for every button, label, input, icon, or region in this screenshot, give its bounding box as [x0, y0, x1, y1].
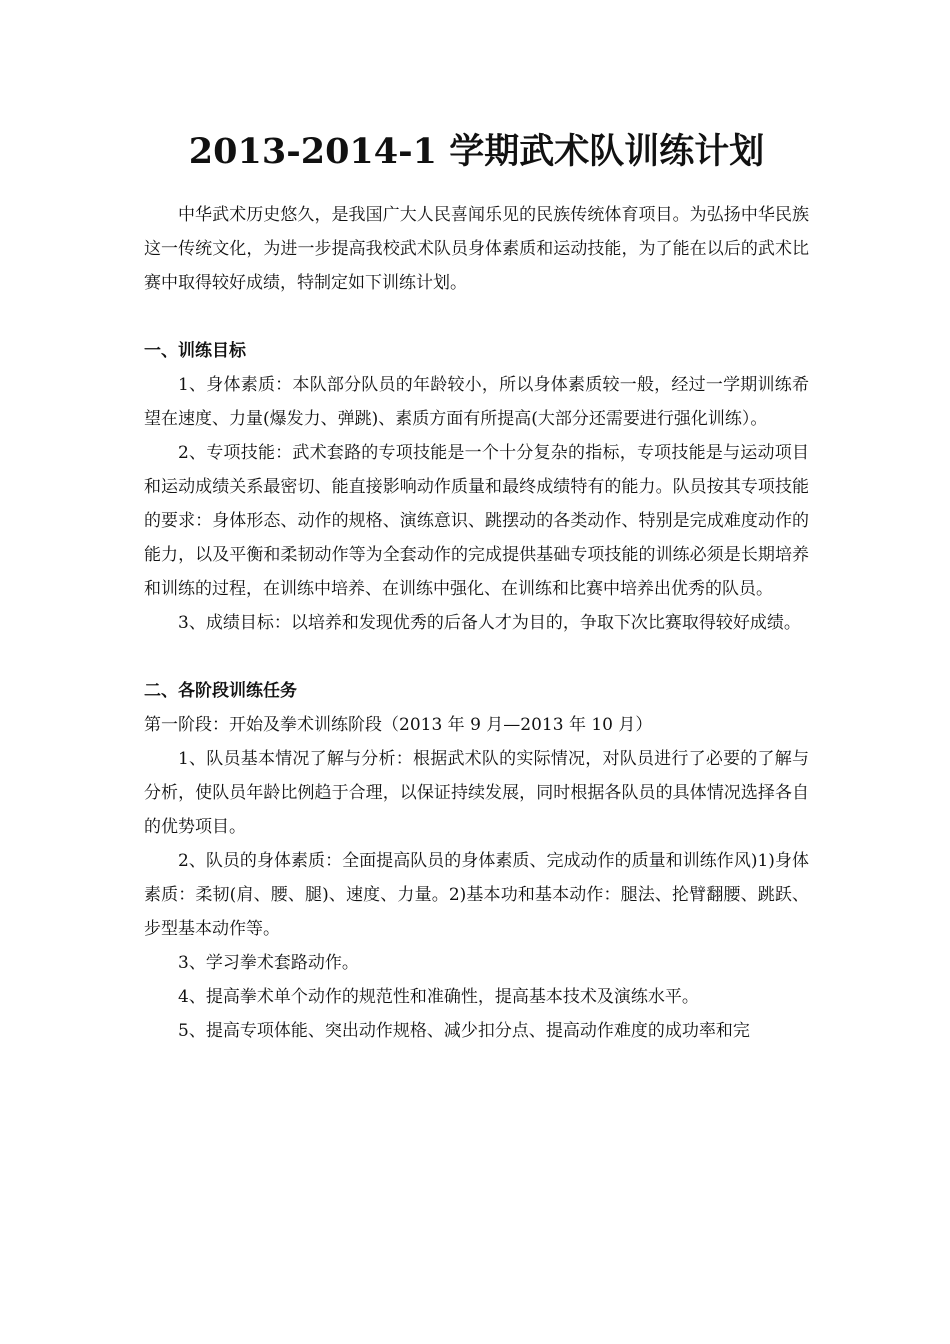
section-heading-tasks: 二、各阶段训练任务: [144, 681, 297, 701]
goal-item: 2、专项技能：武术套路的专项技能是一个十分复杂的指标，专项技能是与运动项目和运动成绩关系最密切、能直接影响动作质量和最终成绩特有的能力。队员按其专项技能的要求：身体形态、动作的规格、演练意识、跳摆动的各类动作、特别是完成难度动作的能力，以及平衡和柔韧动作等为全套动作的完成提供基础专项技能的训练必须是长期培养和训练的过程，在训练中培养、在训练中强化、在训练和比赛中培养出优秀的队员。: [144, 443, 809, 599]
section-heading-goals: 一、训练目标: [144, 341, 246, 361]
goal-item: 3、成绩目标：以培养和发现优秀的后备人才为目的，争取下次比赛取得较好成绩。: [178, 613, 801, 633]
goal-item: 1、身体素质：本队部分队员的年龄较小，所以身体素质较一般，经过一学期训练希望在速度、力量(爆发力、弹跳)、素质方面有所提高(大部分还需要进行强化训练）。: [144, 375, 809, 429]
intro-paragraph: 中华武术历史悠久，是我国广大人民喜闻乐见的民族传统体育项目。为弘扬中华民族这一传统文化，为进一步提高我校武术队员身体素质和运动技能，为了能在以后的武术比赛中取得较好成绩，特制定如下训练计划。: [144, 205, 809, 293]
task-item: 4、提高拳术单个动作的规范性和准确性，提高基本技术及演练水平。: [178, 987, 699, 1007]
page-title: 2013-2014-1 学期武术队训练计划: [188, 131, 765, 172]
task-item: 3、学习拳术套路动作。: [178, 953, 359, 973]
stage-title: 第一阶段：开始及拳术训练阶段（2013 年 9 月—2013 年 10 月）: [144, 715, 653, 735]
task-item: 1、队员基本情况了解与分析：根据武术队的实际情况，对队员进行了必要的了解与分析，使队员年龄比例趋于合理，以保证持续发展，同时根据各队员的具体情况选择各自的优势项目。: [144, 749, 809, 837]
task-item: 5、提高专项体能、突出动作规格、减少扣分点、提高动作难度的成功率和完: [178, 1021, 750, 1041]
spacer: [144, 300, 809, 334]
document-page: [144, 126, 809, 1048]
task-item: 2、队员的身体素质：全面提高队员的身体素质、完成动作的质量和训练作风)1)身体素质：柔韧(肩、腰、腿)、速度、力量。2)基本功和基本动作：腿法、抡臂翻腰、跳跃、步型基本动作等。: [144, 851, 809, 939]
spacer: [144, 640, 809, 674]
